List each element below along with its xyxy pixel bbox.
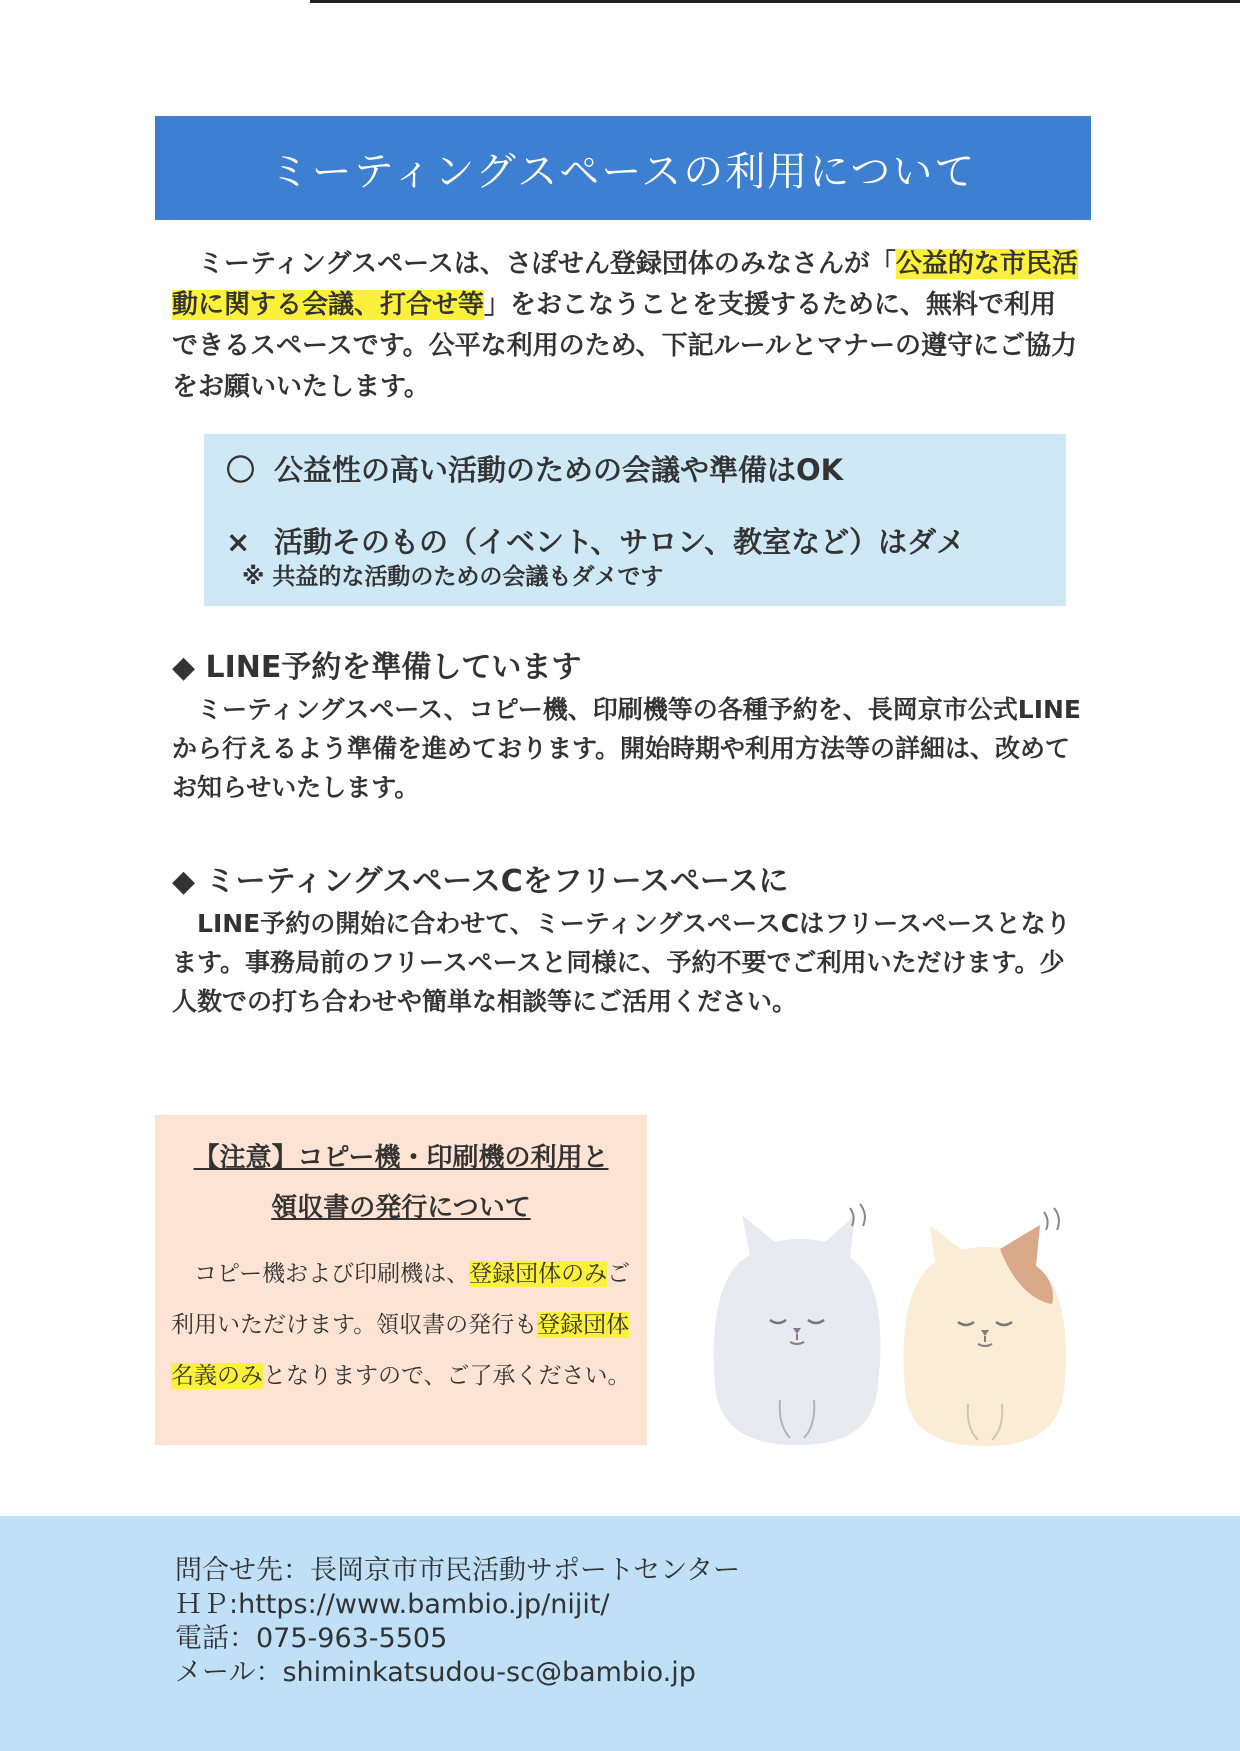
cross-mark-icon: × xyxy=(226,525,251,559)
notice-body xyxy=(171,1249,641,1402)
contact-line: 問合せ先：長岡京市市民活動サポートセンター xyxy=(175,1555,741,1586)
phone-line: 電話：075-963-5505 xyxy=(175,1623,448,1654)
notice-text-3: となりますので、ご了承ください。 xyxy=(263,1363,631,1389)
cat-right xyxy=(904,1208,1066,1446)
title-banner xyxy=(155,116,1091,220)
email-link[interactable]: メール：shiminkatsudou-sc@bambio.jp xyxy=(175,1657,696,1688)
rule-note: ※ 共益的な活動のための会議もダメです xyxy=(242,564,664,590)
notice-box xyxy=(155,1115,647,1445)
section-free-heading: ◆ ミーティングスペースCをフリースペースに xyxy=(172,864,789,899)
section-free-body xyxy=(172,904,1082,1021)
notice-highlight-2: 登録団体名義のみ xyxy=(171,1312,630,1389)
cat-left xyxy=(714,1204,881,1445)
section-free-body-text: LINE予約の開始に合わせて、ミーティングスペースCはフリースペースとなります。事務局前のフリースペースと同様に、予約不要でご利用いただけます。少人数での打ち合わせや簡単な相談等にご活用ください。 xyxy=(172,909,1071,1016)
intro-highlight: 公益的な市民活動に関する会議、打合せ等 xyxy=(172,249,1078,320)
notice-text-2: ご利用いただけます。領収書の発行も xyxy=(171,1261,631,1338)
intro-paragraph xyxy=(172,244,1082,408)
footer-contact xyxy=(0,1516,1240,1751)
rule-ok xyxy=(226,448,843,489)
section-line-heading: ◆ LINE予約を準備しています xyxy=(172,650,582,685)
notice-highlight-1: 登録団体のみ xyxy=(469,1261,608,1287)
circle-mark-icon: 〇 xyxy=(226,453,256,487)
rule-ng-text: 活動そのもの（イベント、サロン、教室など）はダメ xyxy=(274,525,966,559)
section-free-space xyxy=(172,860,1082,1021)
page-title: ミーティングスペースの利用について xyxy=(269,148,977,195)
section-line-body-text: ミーティングスペース、コピー機、印刷機等の各種予約を、長岡京市公式LINEから行えるよう準備を進めております。開始時期や利用方法等の詳細は、改めてお知らせいたします。 xyxy=(172,695,1082,802)
notice-title-line-2: 領収書の発行について xyxy=(271,1193,531,1223)
notice-text-1: コピー機および印刷機は、 xyxy=(194,1261,470,1287)
section-line-body xyxy=(172,690,1082,807)
homepage-link[interactable]: ＨＰ:https://www.bambio.jp/nijit/ xyxy=(175,1589,610,1620)
intro-text-1: ミーティングスペースは、さぽせん登録団体のみなさんが「 xyxy=(198,249,896,279)
rules-box xyxy=(204,434,1066,606)
top-edge-line xyxy=(310,0,1240,3)
intro-text-2: 」をおこなうことを支援するために、無料で利用できるスペースです。公平な利用のため、下記ルールとマナーの遵守にご協力をお願いいたします。 xyxy=(172,290,1078,402)
two-cats-bowing-icon xyxy=(700,1200,1080,1450)
notice-title-line-1: 【注意】コピー機・印刷機の利用と xyxy=(193,1143,609,1173)
rule-ng xyxy=(226,520,965,561)
section-line-reservation xyxy=(172,646,1082,807)
notice-title xyxy=(155,1133,647,1233)
rule-ok-text: 公益性の高い活動のための会議や準備はOK xyxy=(274,453,844,487)
